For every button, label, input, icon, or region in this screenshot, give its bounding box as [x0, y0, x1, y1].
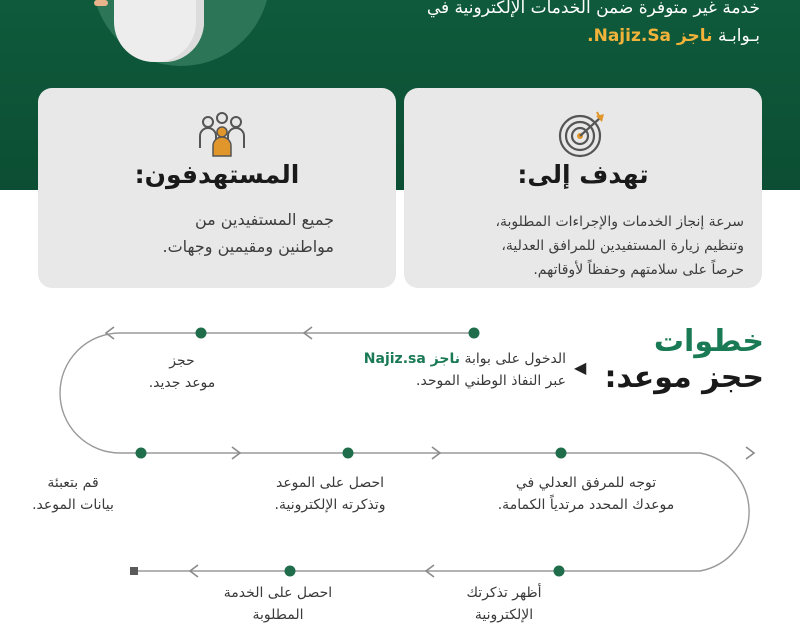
step-dot — [469, 328, 480, 339]
step-6-line1: أظهر تذكرتك الإلكترونية — [466, 585, 542, 623]
steps-pointer-icon: ◀ — [574, 358, 587, 377]
step-4-line1: احصل على الموعد — [275, 475, 385, 491]
step-5-line2: بيانات الموعد. — [32, 497, 114, 513]
goal-card-line: وتنظيم زيارة المستفيدين للمرافق العدلية، — [501, 238, 744, 254]
hero-brand: ناجز Najiz.Sa. — [587, 26, 713, 46]
beneficiaries-card-line: مواطنين ومقيمين وجهات. — [162, 237, 334, 256]
step-7-line1: احصل على الخدمة المطلوبة — [223, 585, 333, 623]
step-4 — [260, 472, 400, 516]
step-dot — [343, 448, 354, 459]
step-dot — [554, 566, 565, 577]
step-2 — [122, 350, 242, 394]
steps-title-line2: حجز موعد: — [604, 360, 764, 395]
step-7 — [208, 582, 348, 626]
step-2-line2: موعد جديد. — [148, 375, 216, 391]
step-dot — [556, 448, 567, 459]
goal-card-line: سرعة إنجاز الخدمات والإجراءات المطلوبة، — [495, 214, 744, 230]
step-1-text: الدخول على بوابة — [464, 351, 566, 367]
timeline-end-marker — [130, 567, 138, 575]
step-4-line2: وتذكرته الإلكترونية. — [274, 497, 386, 513]
step-dot — [136, 448, 147, 459]
steps-title-line1: خطوات — [653, 324, 764, 359]
step-1-line2: عبر النفاذ الوطني الموحد. — [416, 373, 566, 389]
beneficiaries-card-title: المستهدفون: — [134, 160, 300, 189]
chevron-right-icon — [746, 447, 754, 459]
step-3 — [466, 472, 706, 516]
hero-line2-prefix: بـوابـة — [717, 26, 760, 46]
goal-card-line: حرصاً على سلامتهم وحفظاً لأوقاتهم. — [533, 262, 744, 278]
step-dot — [285, 566, 296, 577]
step-dot — [196, 328, 207, 339]
goal-card-title: تهدف إلى: — [517, 160, 649, 189]
hero-line1: خدمة غير متوفرة ضمن الخدمات الإلكترونية في — [426, 0, 760, 18]
step-3-line1: توجه للمرفق العدلي في — [515, 475, 657, 491]
step-1 — [326, 348, 566, 392]
step-2-line1: حجز — [169, 353, 195, 369]
timeline-left-curve — [60, 333, 120, 453]
step-3-line2: موعدك المحدد مرتدياً الكمامة. — [497, 497, 675, 513]
step-6 — [444, 582, 564, 626]
step-1-brand: ناجز Najiz.sa — [363, 351, 460, 367]
timeline-right-curve — [700, 453, 749, 571]
step-1-line1 — [326, 348, 566, 370]
step-5-line1: قم بتعبئة — [47, 475, 99, 491]
step-5 — [18, 472, 128, 516]
beneficiaries-card-line: جميع المستفيدين من — [194, 210, 334, 229]
